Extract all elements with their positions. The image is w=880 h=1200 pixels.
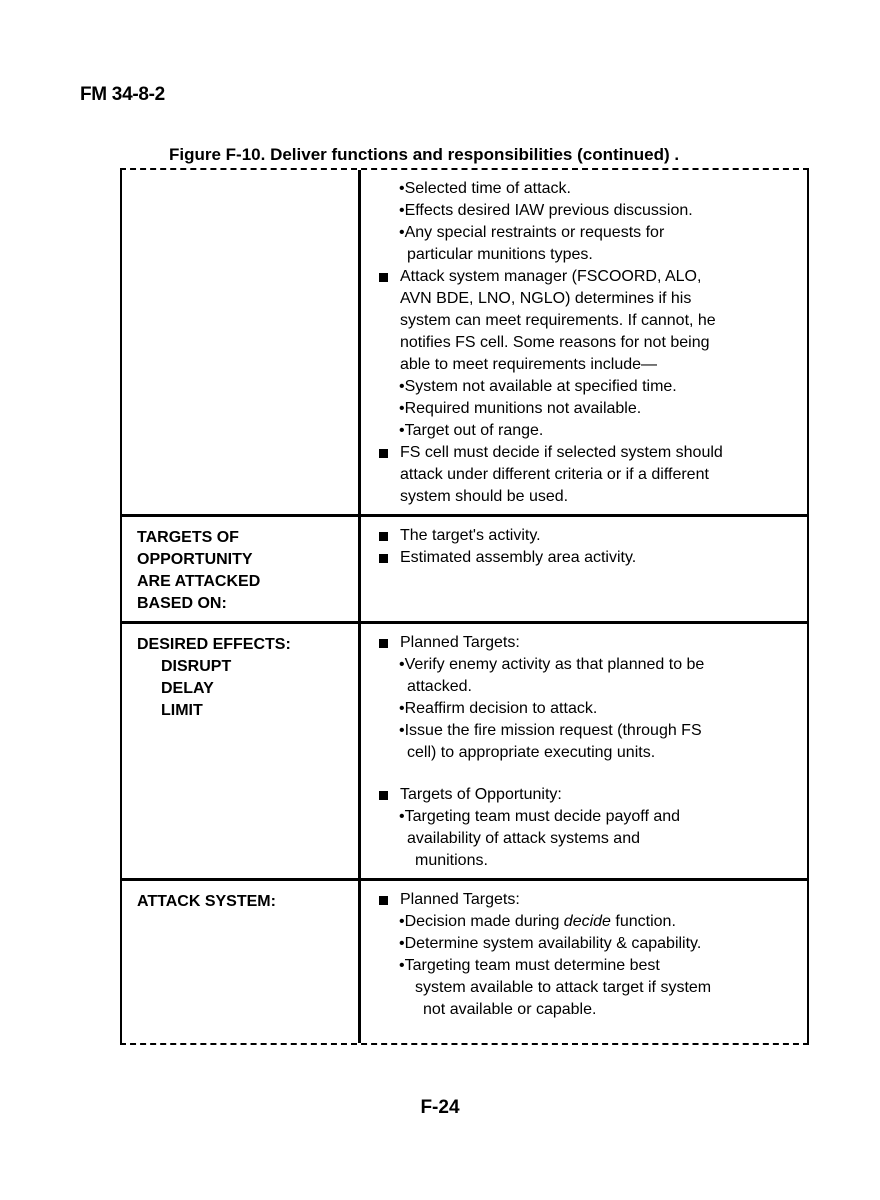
bullet-item: FS cell must decide if selected system should attack under different criteria or if a different system should be used. bbox=[376, 442, 797, 508]
square-bullet-icon bbox=[379, 791, 388, 800]
row-label-line: ATTACK SYSTEM: bbox=[137, 893, 276, 910]
sub-item: •Target out of range. bbox=[399, 422, 544, 439]
row-content-cell bbox=[361, 624, 807, 878]
sub-item: •Effects desired IAW previous discussion. bbox=[399, 202, 693, 219]
row-content-cell bbox=[361, 170, 807, 514]
table-row bbox=[122, 621, 807, 878]
row-label-cell bbox=[122, 624, 361, 878]
sub-item: •Determine system availability & capability. bbox=[399, 935, 702, 952]
sub-item: •Issue the fire mission request (through FS cell) to appropriate executing units. bbox=[399, 722, 702, 761]
sub-item: •Selected time of attack. bbox=[399, 180, 571, 197]
sub-item: •Verify enemy activity as that planned to be attacked. bbox=[399, 656, 705, 695]
row-label-cell bbox=[122, 170, 361, 514]
row-label-line: ARE ATTACKED bbox=[137, 573, 261, 590]
sub-item: •System not available at specified time. bbox=[399, 378, 677, 395]
sub-item: •Targeting team must determine best system available to attack target if system not available or capable. bbox=[399, 957, 712, 1018]
table-row bbox=[122, 878, 807, 1043]
row-content-cell bbox=[361, 881, 807, 1043]
sub-item: •Decision made during decide function. bbox=[399, 913, 676, 930]
bullet-item: Estimated assembly area activity. bbox=[376, 547, 797, 569]
square-bullet-icon bbox=[379, 273, 388, 282]
bullet-item: The target's activity. bbox=[376, 525, 797, 547]
row-label-cell bbox=[122, 517, 361, 621]
sub-item: •Any special restraints or requests for particular munitions types. bbox=[399, 224, 665, 263]
row-label-cell bbox=[122, 881, 361, 1043]
effect-label: DISRUPT bbox=[161, 658, 232, 675]
square-bullet-icon bbox=[379, 554, 388, 563]
sub-item: •Targeting team must decide payoff and availability of attack systems and munitions. bbox=[399, 808, 681, 869]
bullet-item: Planned Targets: bbox=[376, 632, 797, 654]
row-label-line: DESIRED EFFECTS: bbox=[137, 636, 291, 653]
row-content-cell bbox=[361, 517, 807, 621]
effect-label: DELAY bbox=[161, 680, 214, 697]
sub-item: •Required munitions not available. bbox=[399, 400, 642, 417]
page-number: F-24 bbox=[420, 1097, 460, 1118]
row-label-line: TARGETS OF bbox=[137, 529, 239, 546]
figure-caption: Figure F-10. Deliver functions and responsibilities (continued) . bbox=[169, 145, 680, 164]
bullet-item: Planned Targets: bbox=[376, 889, 797, 911]
table-row bbox=[122, 170, 807, 514]
sub-item: •Reaffirm decision to attack. bbox=[399, 700, 598, 717]
table-row bbox=[122, 514, 807, 621]
bullet-item: Attack system manager (FSCOORD, ALO, AVN BDE, LNO, NGLO) determines if his system can meet requirements. If cannot, he notifies FS cell. Some reasons for not being able to meet requirements include— bbox=[376, 266, 797, 376]
square-bullet-icon bbox=[379, 896, 388, 905]
square-bullet-icon bbox=[379, 449, 388, 458]
document-id: FM 34-8-2 bbox=[80, 84, 165, 105]
row-label-line: OPPORTUNITY bbox=[137, 551, 253, 568]
square-bullet-icon bbox=[379, 532, 388, 541]
row-label-line: BASED ON: bbox=[137, 595, 227, 612]
effect-label: LIMIT bbox=[161, 702, 203, 719]
bullet-item: Targets of Opportunity: bbox=[376, 784, 797, 806]
square-bullet-icon bbox=[379, 639, 388, 648]
responsibilities-table bbox=[120, 168, 809, 1045]
